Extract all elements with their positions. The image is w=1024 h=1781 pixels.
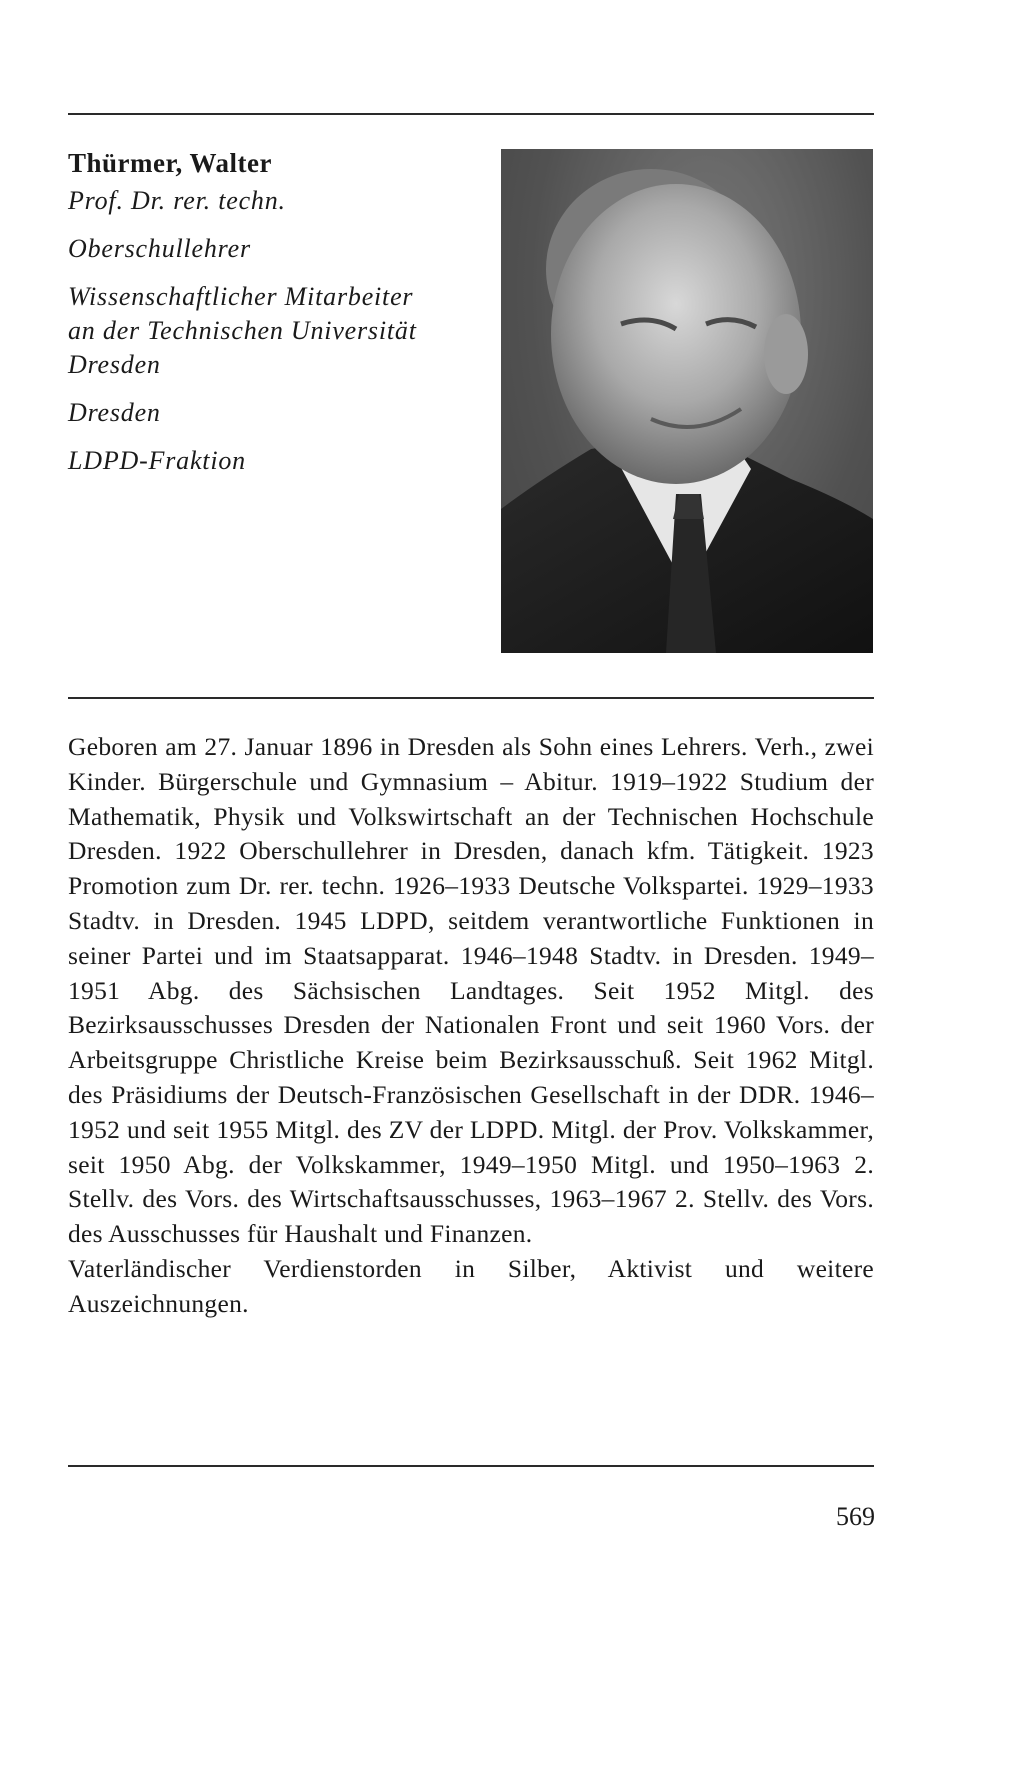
top-divider bbox=[68, 113, 874, 115]
biography bbox=[68, 730, 874, 1322]
position-line-1: Wissenschaftlicher Mitarbeiter bbox=[68, 282, 414, 311]
bottom-divider bbox=[68, 1465, 874, 1467]
portrait-illustration bbox=[501, 149, 873, 653]
person-header bbox=[68, 146, 488, 478]
profession: Oberschullehrer bbox=[68, 234, 251, 263]
academic-title: Prof. Dr. rer. techn. bbox=[68, 186, 286, 215]
residence: Dresden bbox=[68, 398, 161, 427]
position-line-3: Dresden bbox=[68, 350, 161, 379]
biography-text: Geboren am 27. Januar 1896 in Dresden als Sohn eines Lehrers. Verh., zwei Kinder. Bürgerschule und Gymnasium – Abitur. 1919–1922 Studium der Mathematik, Physik und Volkswirtschaft an der Technischen Hochschule Dresden. 1922 Oberschullehrer in Dresden, danach kfm. Tätigkeit. 1923 Promotion zum Dr. rer. techn. 1926–1933 Deutsche Volkspartei. 1929–1933 Stadtv. in Dresden. 1945 LDPD, seitdem verantwortliche Funktionen in seiner Partei und im Staatsapparat. 1946–1948 Stadtv. in Dresden. 1949–1951 Abg. des Sächsischen Landtages. Seit 1952 Mitgl. des Bezirksausschusses Dresden der Nationalen Front und seit 1960 Vors. der Arbeitsgruppe Christliche Kreise beim Bezirksausschuß. Seit 1962 Mitgl. des Präsidiums der Deutsch-Französischen Gesellschaft in der DDR. 1946–1952 und seit 1955 Mitgl. des ZV der LDPD. Mitgl. der Prov. Volkskammer, seit 1950 Abg. der Volkskammer, 1949–1950 Mitgl. und 1950–1963 2. Stellv. des Vors. des Wirtschaftsausschusses, 1963–1967 2. Stellv. des Vors. des Ausschusses für Haushalt und Finanzen. bbox=[68, 732, 874, 1249]
position-line-2: an der Technischen Universität bbox=[68, 316, 417, 345]
faction: LDPD-Fraktion bbox=[68, 446, 246, 475]
person-name: Thürmer, Walter bbox=[68, 148, 272, 178]
awards-text: Vaterländischer Verdienstorden in Silber, Aktivist und weitere Auszeichnungen. bbox=[68, 1253, 874, 1318]
middle-divider bbox=[68, 697, 874, 699]
page-number: 569 bbox=[836, 1502, 875, 1531]
portrait-photo bbox=[501, 149, 873, 653]
